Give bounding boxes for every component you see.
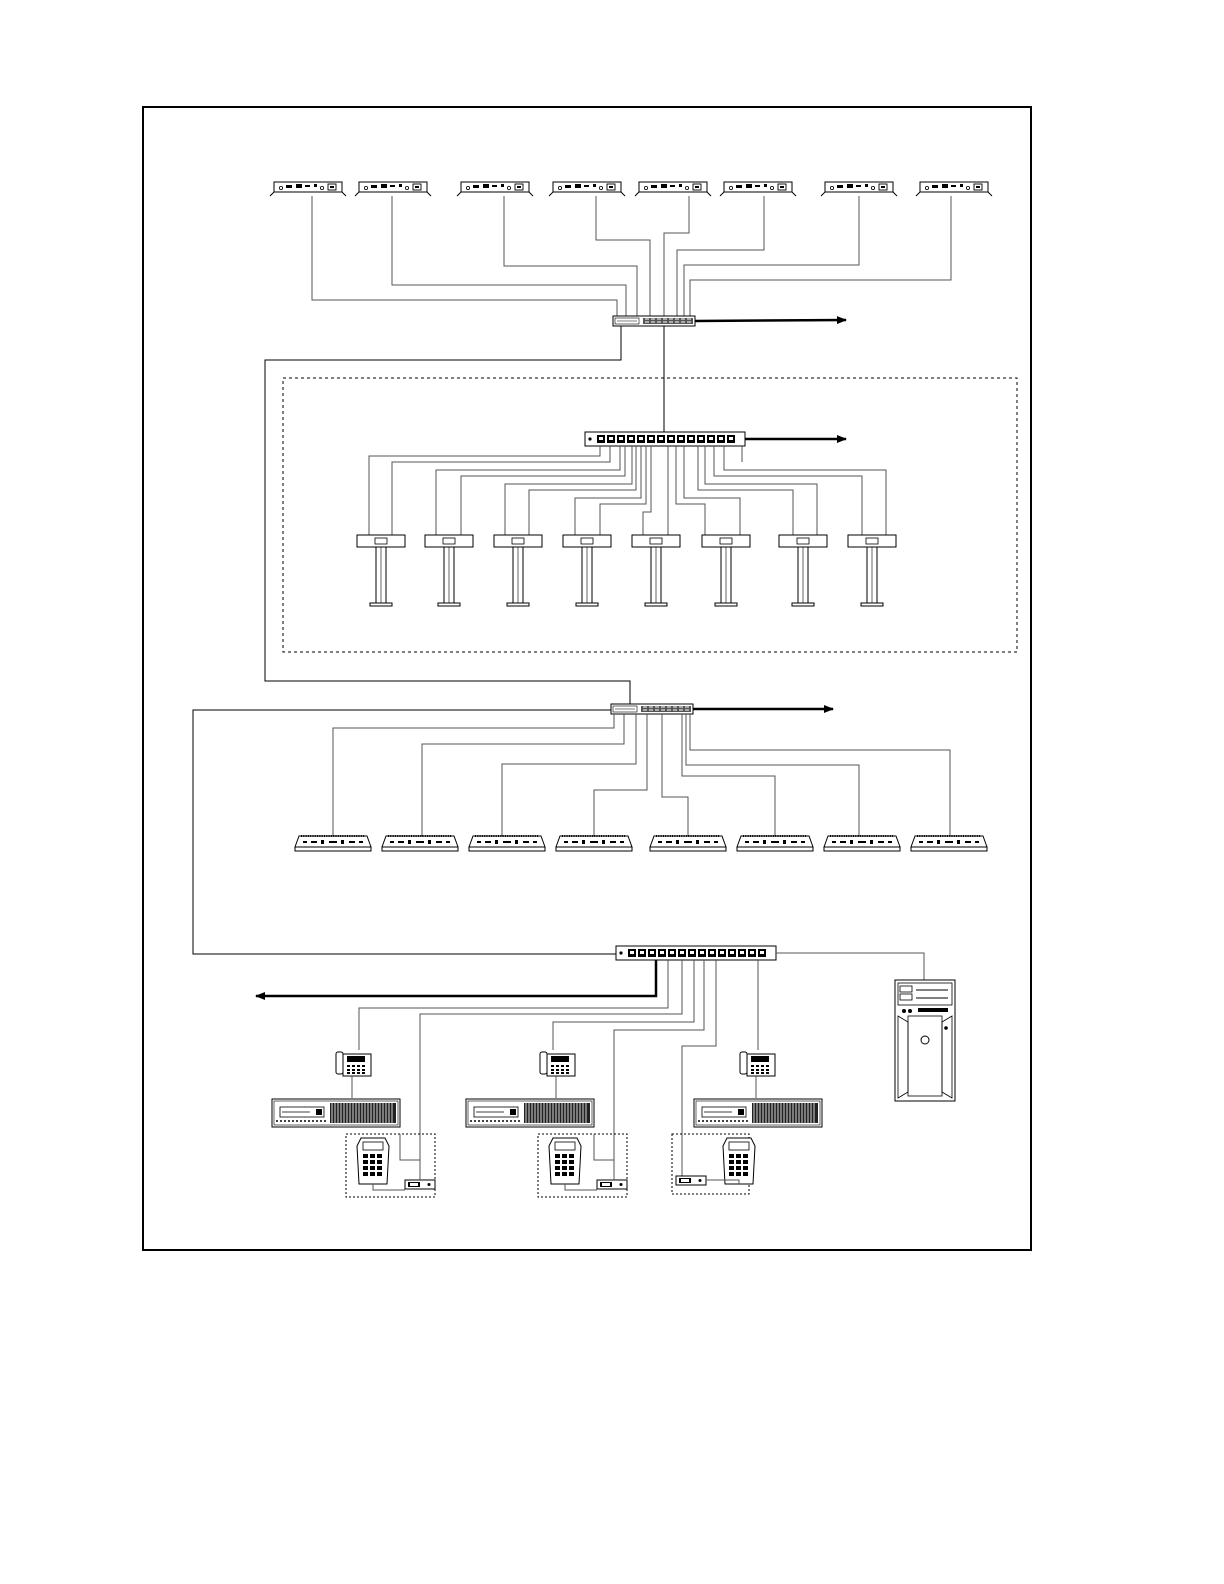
kiosk-enclosure	[283, 378, 1017, 652]
network-switch-icon	[613, 316, 695, 326]
trunk-cable	[193, 710, 618, 954]
media-controller-icon	[824, 836, 900, 851]
card-reader-icon	[676, 1176, 706, 1185]
pos-station-2	[466, 1052, 627, 1197]
wireless-access-point-icon	[270, 182, 346, 196]
media-controller-icon	[911, 836, 987, 851]
desk-phone-icon	[540, 1052, 575, 1076]
wireless-access-point-icon	[549, 182, 625, 196]
access-point-group	[270, 182, 992, 196]
network-switch-icon	[585, 432, 745, 446]
kiosk-group	[357, 535, 896, 606]
kiosk-terminal-icon	[563, 535, 611, 606]
kiosk-terminal-icon	[494, 535, 542, 606]
wireless-access-point-icon	[720, 182, 796, 196]
wireless-access-point-icon	[635, 182, 711, 196]
wireless-access-point-icon	[916, 182, 992, 196]
pos-station-1	[272, 1052, 435, 1197]
desk-phone-icon	[740, 1052, 775, 1076]
kiosk-terminal-icon	[702, 535, 750, 606]
network-switch-icon	[611, 704, 693, 714]
access-point-cables	[312, 196, 951, 316]
kiosk-terminal-icon	[779, 535, 827, 606]
media-controller-icon	[382, 836, 458, 851]
kiosk-cables	[369, 446, 886, 538]
card-reader-icon	[405, 1180, 435, 1189]
kiosk-terminal-icon	[357, 535, 405, 606]
pos-terminal-icon	[466, 1099, 594, 1127]
media-controller-icon	[556, 836, 632, 851]
pos-cables	[359, 953, 924, 1180]
uplink-arrow	[256, 960, 656, 996]
pos-station-3	[672, 1052, 822, 1194]
kiosk-terminal-icon	[425, 535, 473, 606]
media-controller-icon	[295, 836, 371, 851]
pin-pad-icon	[549, 1138, 581, 1184]
media-controller-icon	[469, 836, 545, 851]
kiosk-terminal-icon	[632, 535, 680, 606]
kiosk-terminal-icon	[848, 535, 896, 606]
tower-server-icon	[895, 980, 955, 1101]
media-controller-icon	[737, 836, 813, 851]
wireless-access-point-icon	[821, 182, 897, 196]
media-controller-icon	[650, 836, 726, 851]
card-reader-icon	[597, 1180, 627, 1189]
pos-terminal-icon	[272, 1099, 400, 1127]
wireless-access-point-icon	[355, 182, 431, 196]
pin-pad-icon	[357, 1138, 389, 1184]
controller-cables	[333, 714, 950, 836]
desk-phone-icon	[336, 1052, 371, 1076]
controller-group	[295, 836, 987, 851]
pin-pad-icon	[723, 1138, 755, 1184]
uplink-arrow	[695, 320, 846, 321]
wireless-access-point-icon	[457, 182, 533, 196]
network-switch-icon	[616, 946, 776, 960]
pos-terminal-icon	[694, 1099, 822, 1127]
